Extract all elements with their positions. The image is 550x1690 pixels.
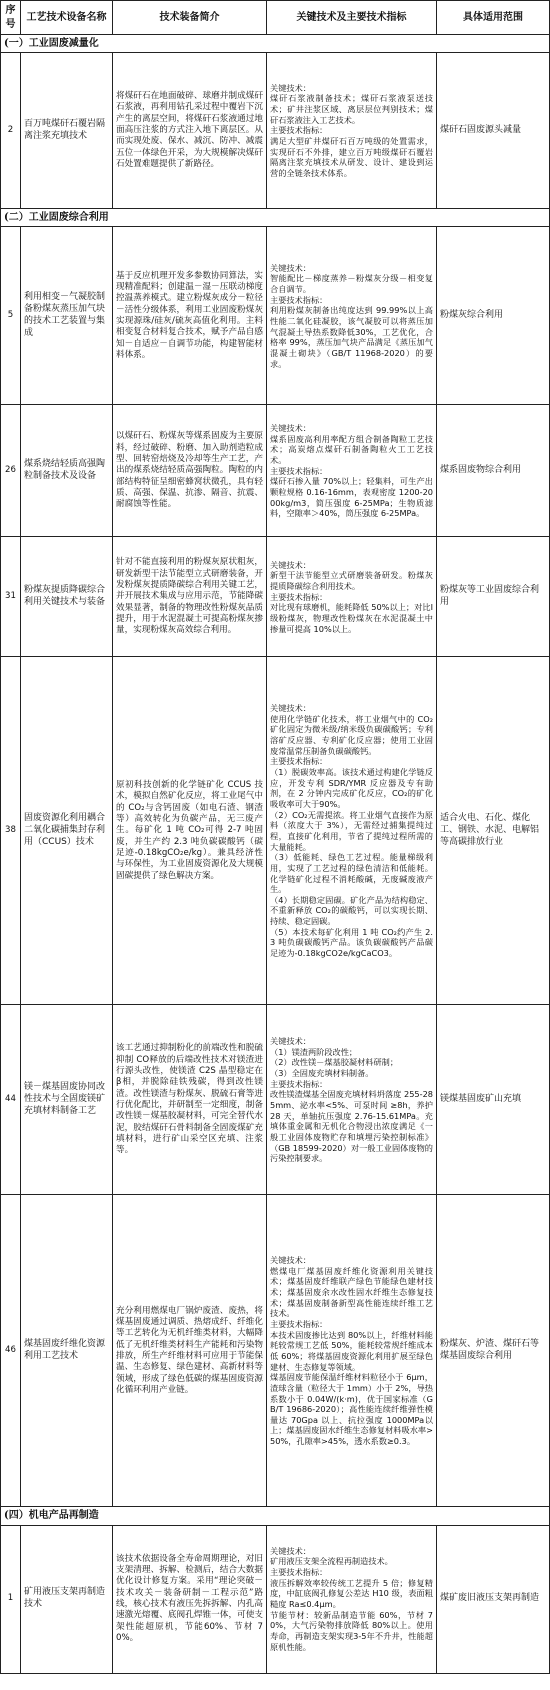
row-tech [267, 227, 437, 405]
section-title: (四）机电产品再制造 [1, 1507, 550, 1525]
row-scope: 煤系固废物综合利用 [437, 405, 550, 537]
table-row [1, 1525, 550, 1673]
row-tech [267, 537, 437, 657]
row-intro-text: 基于反应机理开发多参数协同算法，实现精准配料；创建温－湿－压联动梯度控温蒸养模式。建立粉煤灰成分－粒径－活性分级体系，利用工业固废粉煤灰实现源珠/硅灰/硫灰高值化利用。主料相变复合材料复合技术，赋予产品自感知－自适应－自调节功能，构建智能材料体系。 [116, 270, 263, 360]
row-scope: 镁煤基固废矿山充填 [437, 1005, 550, 1195]
row-scope: 粉煤灰等工业固废综合利用 [437, 537, 550, 657]
row-scope: 粉煤灰、炉渣、煤矸石等煤基固废综合利用 [437, 1195, 550, 1507]
table-row [1, 537, 550, 657]
row-tech-text: 关键技术： 煤矸石浆液制备技术；煤矸石浆液泵送技术；矿井注浆区域、离层层位判别技术；煤矸石浆液注入工艺技术。 主要技术指标： 满足大型矿井煤矸石百万吨级的处置需求，实现矸石不外排，建立百万吨级煤矸石覆岩隔离注浆充填技术从研发、设计、建设到运营的全链条技术体系。 [270, 82, 433, 178]
row-name: 矿用液压支架再制造技术 [21, 1525, 113, 1673]
row-scope: 适合火电、石化、煤化工、钢铁、水泥、电解铝等高碳排放行业 [437, 657, 550, 1005]
header-scope: 具体适用范围 [437, 1, 550, 35]
row-intro [113, 657, 267, 1005]
row-intro [113, 1525, 267, 1673]
section-title: (二）工业固废综合利用 [1, 209, 550, 227]
table-row [1, 1195, 550, 1507]
row-tech [267, 1005, 437, 1195]
row-intro [113, 227, 267, 405]
row-tech-text: 关键技术： 使用化学链矿化技术，将工业烟气中的 CO₂矿化固定为微米级/纳米级负碳碳酸钙；专利溶矿反应器、专利矿化反应器；使用工业固废常温常压制备负碳碳酸钙。 主要技术指标： （1）脱碳效率高。该技术通过构建化学链反应，开发专利 SDR/YMR 反应器及专有助剂，在 2 分钟内完成矿化反应，CO₂的矿化吸收率可大于90%。 （2）CO₂无需提浓。将工业烟气直接作为原料（浓度大于 3%），无需经过捕集提纯过程，直接矿化利用，节省了提纯过程所需的大量能耗。 （3）低能耗、绿色工艺过程。能量梯级利用，实现了工艺过程的绿色清洁和低能耗。化学链矿化过程不消耗酸碱，无废碱废液产生。 （4）长期稳定固碳。矿化产品为结构稳定、不重新释放 CO₂的碳酸钙，可以实现长期、持续、稳定固碳。 （5）本技术每矿化利用 1 吨 CO₂约产生 2.3 吨负碳碳酸钙产品。该负碳碳酸钙产品碳足迹为-0.18kgCO2e/kgCaCO3。 [270, 703, 433, 959]
row-index: 46 [1, 1195, 21, 1507]
row-name: 粉煤灰提质降碳综合利用关键技术与装备 [21, 537, 113, 657]
row-intro-text: 充分利用燃煤电厂锅炉废渣、废热，将煤基固废通过调质、热熔成纤、纤维化等工艺转化为无机纤维类材料，大幅降低了无机纤维类材料生产能耗和污染物排放，所生产纤维材料可应用于节能保温、生态修复、绿色建材、高新材料等领域，形成了绿色低碳的煤基固废资源化循环利用产业链。 [116, 1305, 263, 1395]
row-tech-text: 关键技术： 智能配比－梯度蒸养－粉煤灰分级－相变复合自调节。 主要技术指标： 利用粉煤灰制备出纯度达到 99.99%以上高性能二氧化硅凝胶，该气凝胶可以将蒸压加气混凝土导热系数降低30%，工艺优化，合格率 99%，蒸压加气块产品满足《蒸压加气混凝土砌块》（GB/T 11968-2020）的要求。 [270, 262, 433, 369]
row-tech-text: 关键技术： （1）镁渣两阶段改性； （2）改性镁－煤基胶凝材料研制； （3）全固废充填材料制备。 主要技术指标： 改性镁渣煤基全固废充填材料坍落度 255-285mm、泌水率<5%、可泵时间 ≥8h，养护 28 天，单轴抗压强度 2.76-15.61MPa。充填体重金属和无机化合物浸出浓度满足《一般工业固体废物贮存和填埋污染控制标准》（GB 18599-2020）对一般工业固体废物的污染控制要求。 [270, 1035, 433, 1164]
row-index: 5 [1, 227, 21, 405]
row-tech-text: 关键技术： 燃煤电厂煤基固废纤维化资源利用关键技术；煤基固废纤维联产绿色节能绿色建材技术；煤基固废余水改性固水纤维生态修复技术；煤基固废制备新型高性能连续纤维工艺技术。 主要技术指标： 本技术固废掺比达到 80%以上，纤维材料能耗较常规工艺低 50%，能耗较常规纤维成本低 60%；将煤基固废资源化利用扩展至绿色建材、生态修复等领域。 煤基固废节能保温纤维材料粒径小于 6μm，渣球含量（粒径大于 1mm）小于 2%，导热系数小于 0.04W/(k·m)，优于国家标准（GB/T 19686-2020）；高性能连续纤维弹性模量达 70Gpa 以上、抗拉强度 1000MPa以上；煤基固废固水纤维生态修复材料吸水率>50%，孔隙率>45%，透水系数≥0.3。 [270, 1254, 433, 1447]
row-index: 38 [1, 657, 21, 1005]
row-index: 31 [1, 537, 21, 657]
row-tech-text: 关键技术： 新型干法节能型立式研磨装备研发。粉煤灰提质降碳综合利用技术。 主要技术指标： 对比现有球磨机，能耗降低 50%以上；对比Ⅰ级粉煤灰，物理改性粉煤灰在水泥混凝土中掺量可提高 10%以上。 [270, 559, 433, 634]
row-tech [267, 1195, 437, 1507]
table-row [1, 227, 550, 405]
row-scope: 煤矸石固废源头减量 [437, 53, 550, 209]
row-index: 44 [1, 1005, 21, 1195]
row-tech [267, 1525, 437, 1673]
row-name: 固废资源化利用耦合二氧化碳捕集封存利用（CCUS）技术 [21, 657, 113, 1005]
row-intro [113, 1195, 267, 1507]
section-row [1, 209, 550, 227]
row-intro [113, 537, 267, 657]
row-intro-text: 该技术依据设备全寿命周期理论，对旧支架清理、拆解、检测后，结合大数据优化设计修复方案。采用“理论突破－技术攻关－装备研制－工程示范”路线，核心技术有液压先拆拆解、内孔高速激光熔覆、底阀孔焊锥一体，可使支架性能超原机，节能60%、节材 70%。 [116, 1553, 263, 1644]
row-tech [267, 53, 437, 209]
row-name: 利用相变－气凝胶制备粉煤灰蒸压加气块的技术工艺装置与集成 [21, 227, 113, 405]
section-row [1, 1507, 550, 1525]
section-row [1, 35, 550, 53]
row-name: 煤基固废纤维化资源利用工艺技术 [21, 1195, 113, 1507]
row-name: 百万吨煤矸石覆岩隔离注浆充填技术 [21, 53, 113, 209]
row-tech [267, 657, 437, 1005]
row-tech [267, 405, 437, 537]
row-intro-text: 该工艺通过抑制粉化的前端改性和脱硫抑制 CO释放的后端改性技术对镁渣进行源头改性，使镁渣 C2S 晶型稳定在β相，并脱除硅铁残碳，得到改性镁渣。改性镁渣与粉煤灰、脱硫石膏等进行优化配比，并研制至一定细度，制备改性镁－煤基胶凝材料，可完全替代水泥，胶结煤矸石骨料制备全固废煤矿充填材料，进行矿山采空区充填、注浆等。 [116, 1043, 263, 1156]
row-index: 1 [1, 1525, 21, 1673]
table-row [1, 1005, 550, 1195]
row-intro [113, 53, 267, 209]
row-intro-text: 针对不能直接利用的粉煤灰原状粗灰，研发新型干法节能型立式研磨装备，开发粉煤灰提质降碳综合利用关键工艺，并开展技术集成与应用示范，节能降碳效果显著，制备的物理改性粉煤灰品质提升，用于水泥混凝土可提高粉煤灰掺量，实现粉煤灰高效综合利用。 [116, 557, 263, 636]
row-scope: 粉煤灰综合利用 [437, 227, 550, 405]
header-name: 工艺技术设备名称 [21, 1, 113, 35]
row-name: 煤系烧结轻质高强陶粒制备技术及设备 [21, 405, 113, 537]
table-row [1, 53, 550, 209]
table-row [1, 657, 550, 1005]
row-tech-text: 关键技术： 矿用液压支架全流程再制造技术。 主要技术指标： 液压拆解效率较传统工艺提升 5 倍；修复精度，中缸底阀孔修复公差达 H10 级，表面粗糙度 Ra≤0.4μm。 节能节材：较新品制造节能 60%，节材 70%，大气污染物排放降低 80%以上。使用寿命，再制造支架实现3-5年不升井，性能超原机性能。 [270, 1545, 433, 1652]
table-row [1, 405, 550, 537]
row-index: 26 [1, 405, 21, 537]
row-intro [113, 405, 267, 537]
row-intro [113, 1005, 267, 1195]
section-title: (一）工业固废减量化 [1, 35, 550, 53]
row-intro-text: 将煤矸石在地面破碎、球磨并制成煤矸石浆液，再利用钻孔采过程中覆岩下沉产生的离层空间，将煤矸石浆液通过地面高压注浆的方式注入地下离层区。从而实现处废、保水、减沉、防冲、减震五位一体绿色开采，为大规模解决煤矸石处置难题提供了新路径。 [116, 90, 263, 170]
row-intro-text: 原初科技创新的化学链矿化 CCUS 技术，模拟自然矿化反应，将工业尾气中的 CO₂与含钙固废（如电石渣、钢渣等）高效转化为负碳产品，无三废产生。每矿化 1 吨 CO₂可得 2-7 吨固废，并生产约 2.3 吨负碳碳酸钙（碳足迹-0.18kgCO₂e/kg）。兼具经济性与环保性，为工业固废资源化及大规模固碳提供了绿色解决方案。 [116, 779, 263, 881]
header-index: 序号 [1, 1, 21, 35]
row-index: 2 [1, 53, 21, 209]
row-intro-text: 以煤矸石、粉煤灰等煤系固废为主要原料，经过破碎、粉磨、加入助剂造粒成型、回转窑焙烧及冷却等生产工艺，产出的煤系烧结轻质高强陶粒。陶粒的内部结构特征呈细密蜂窝状微孔，具有轻质、高强、保温、抗渗、隔音、抗震、耐腐蚀等性能。 [116, 431, 263, 510]
header-intro: 技术装备简介 [113, 1, 267, 35]
row-name: 镁－煤基固废协同改性技术与全固废镁矿充填材料制备工艺 [21, 1005, 113, 1195]
row-scope: 煤矿废旧液压支架再制造 [437, 1525, 550, 1673]
row-tech-text: 关键技术： 煤系固废高利用率配方组合制备陶粒工艺技术；高炭熔点煤矸石制备陶粒火工工艺技术。 主要技术指标： 煤矸石掺入量 70%以上；轻集料，可生产出颗粒规格 0.16-16mm，表观密度 1200-2000kg/m3，简压强度 6-25MPa；生物质滤料，空隙率＞40%，筒压强度 6-25MPa。 [270, 422, 433, 519]
header-tech: 关键技术及主要技术指标 [267, 1, 437, 35]
header-row [1, 1, 550, 35]
